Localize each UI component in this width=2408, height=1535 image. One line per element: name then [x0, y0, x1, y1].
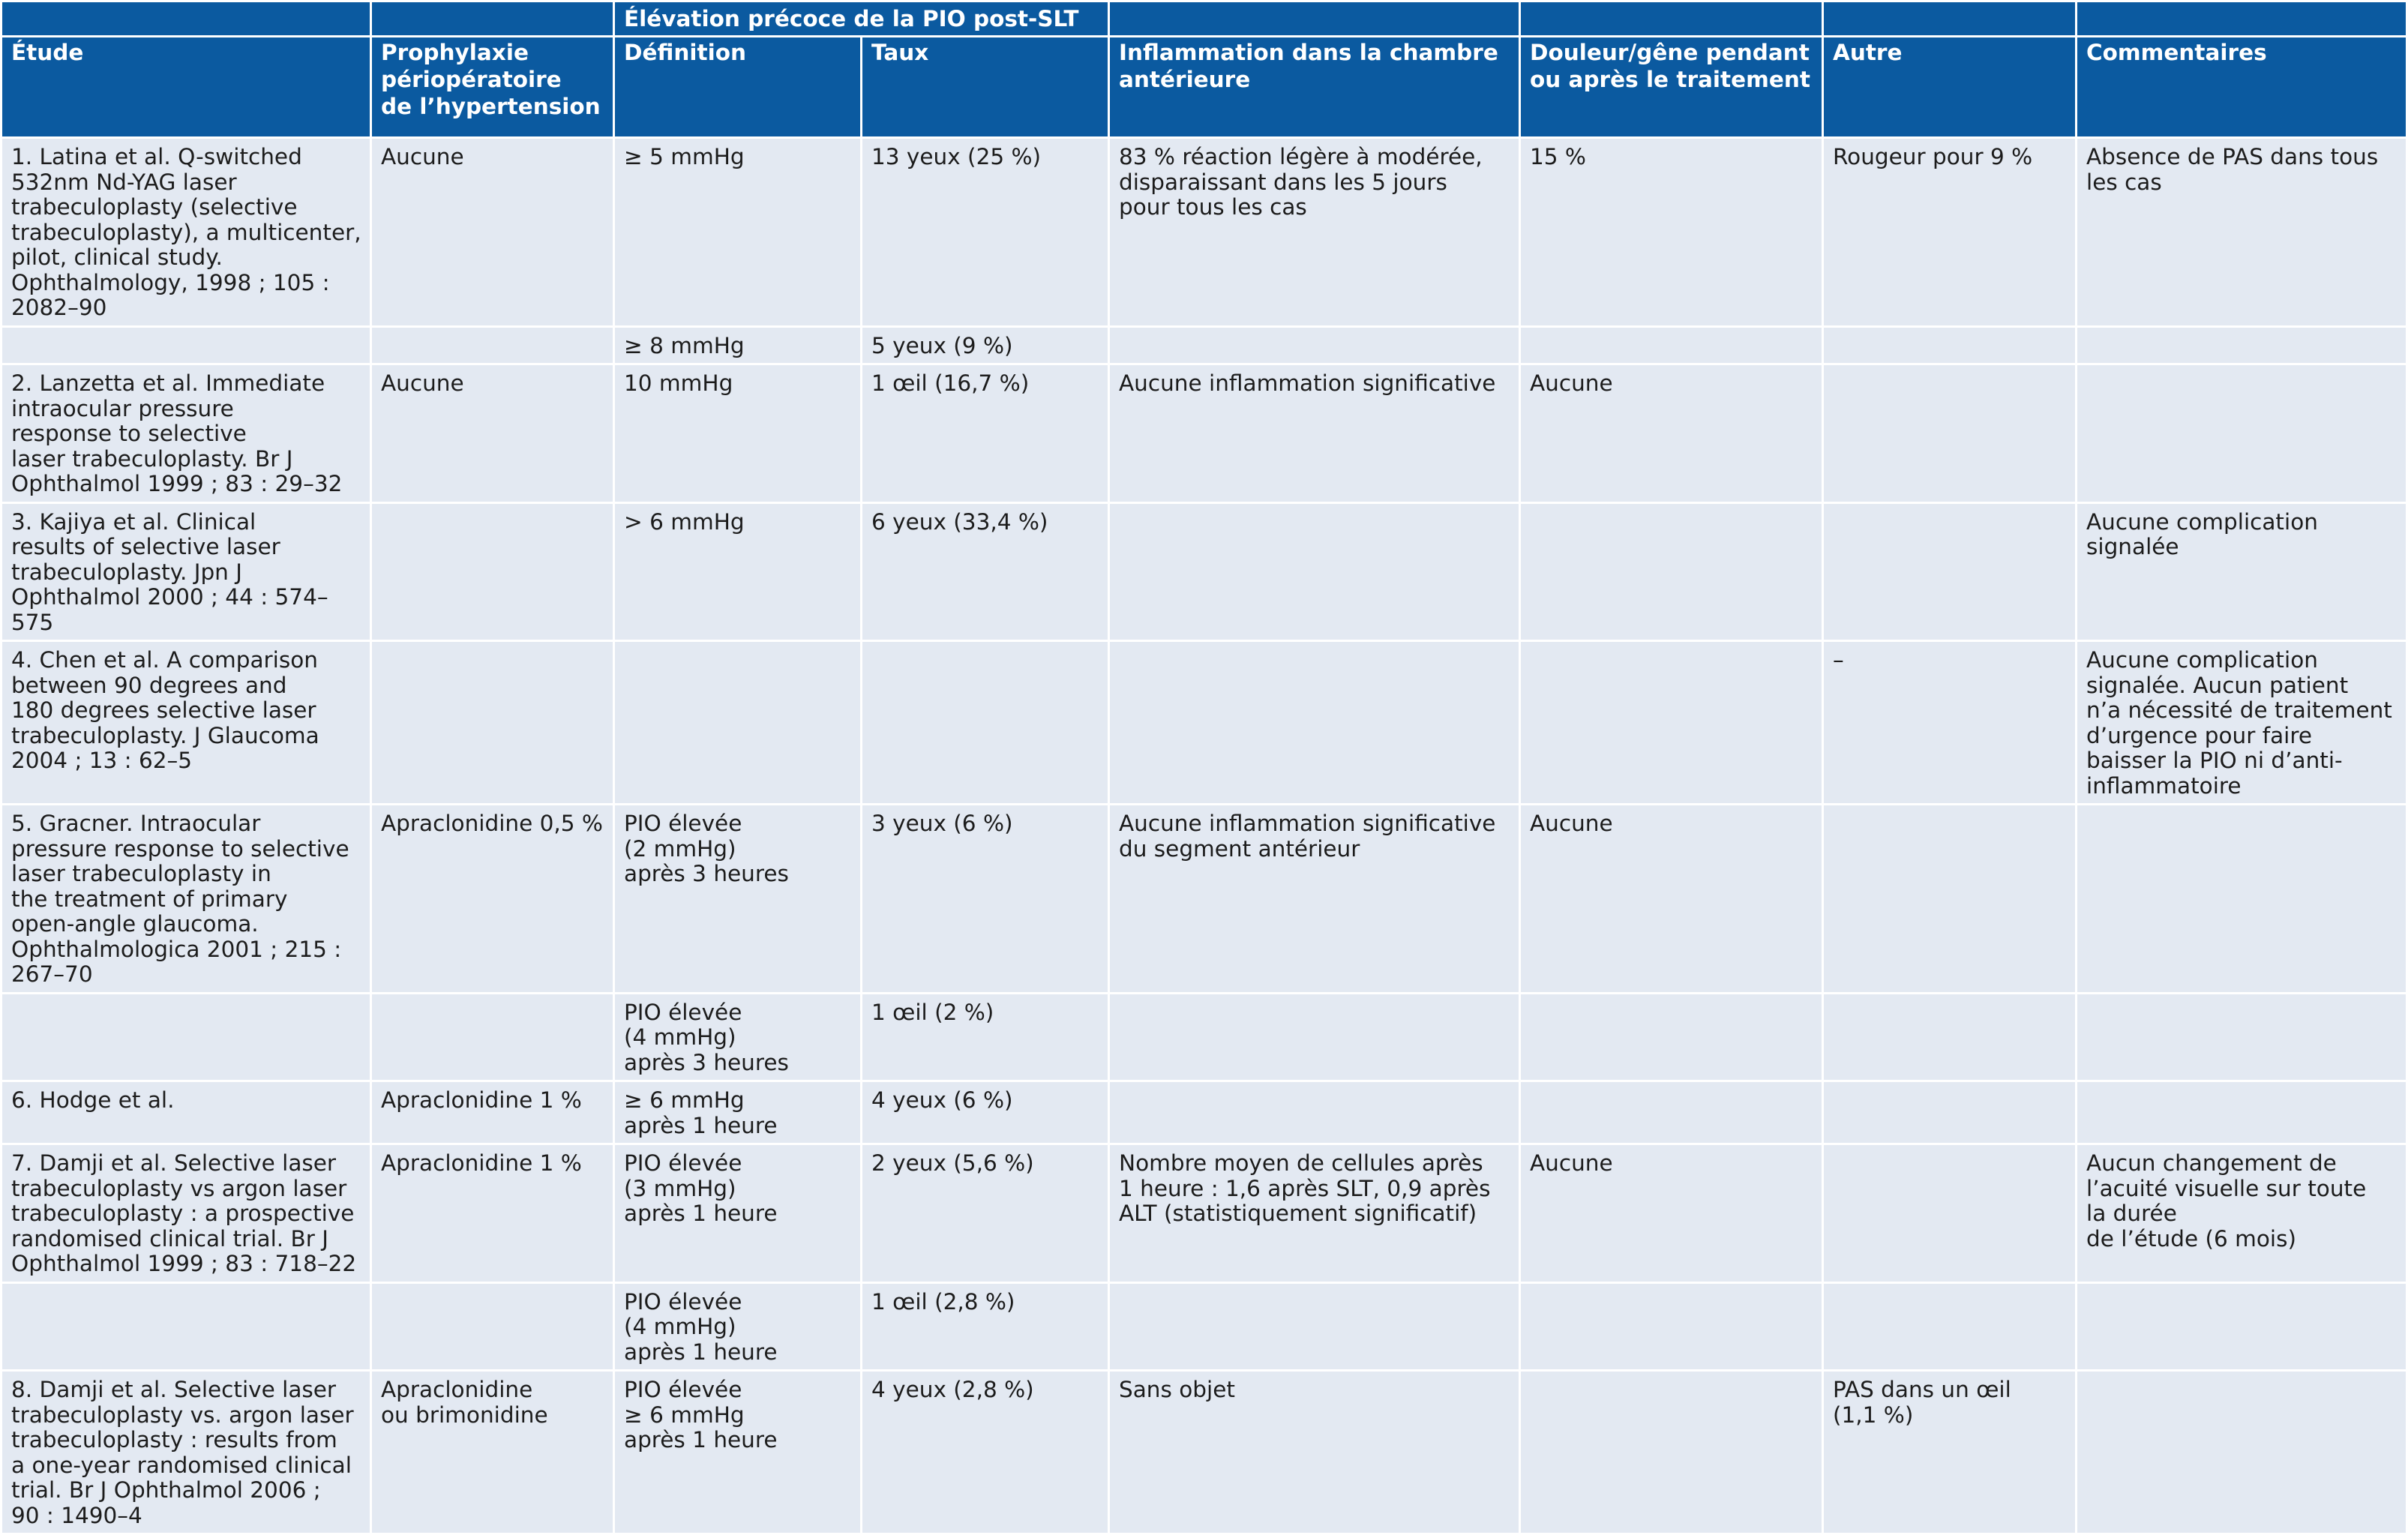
- cell-definition: PIO élevée (3 mmHg) après 1 heure: [614, 1144, 862, 1283]
- cell-commentaires: Aucune complication signalée: [2077, 502, 2407, 641]
- cell-autre: [1823, 1144, 2077, 1283]
- cell-commentaires: Aucun changement de l’acuité visuelle sur toute la durée de l’étude (6 mois): [2077, 1144, 2407, 1283]
- cell-inflammation: Aucune inflammation significative du segment antérieur: [1109, 805, 1520, 994]
- cell-prophylaxie: Apraclonidine 1 %: [371, 1144, 614, 1283]
- cell-douleur: [1520, 993, 1823, 1081]
- column-header-prophylaxie: Prophylaxie périopératoire de l’hypertension: [371, 37, 614, 138]
- header-spacer: [1520, 1, 1823, 37]
- cell-definition: ≥ 5 mmHg: [614, 138, 862, 327]
- cell-etude: 8. Damji et al. Selective laser trabeculoplasty vs. argon laser trabeculoplasty : results from a one-year randomised clinical trial. Br J Ophthalmol 2006 ; 90 : 1490–4: [1, 1371, 371, 1534]
- cell-commentaires: Aucune complication signalée. Aucun patient n’a nécessité de traitement d’urgence pour faire baisser la PIO ni d’anti- inflammatoire: [2077, 641, 2407, 805]
- header-spacer: [1, 1, 371, 37]
- cell-etude: 3. Kajiya et al. Clinical results of selective laser trabeculoplasty. Jpn J Ophthalmol 2000 ; 44 : 574–575: [1, 502, 371, 641]
- table-row: [1, 641, 2407, 805]
- cell-definition: 10 mmHg: [614, 364, 862, 503]
- cell-inflammation: [1109, 326, 1520, 364]
- cell-definition: ≥ 8 mmHg: [614, 326, 862, 364]
- cell-etude: 7. Damji et al. Selective laser trabeculoplasty vs argon laser trabeculoplasty : a prospective randomised clinical trial. Br J Ophthalmol 1999 ; 83 : 718–22: [1, 1144, 371, 1283]
- cell-douleur: [1520, 326, 1823, 364]
- cell-commentaires: [2077, 993, 2407, 1081]
- cell-definition: PIO élevée (4 mmHg) après 1 heure: [614, 1282, 862, 1371]
- cell-etude: [1, 326, 371, 364]
- cell-autre: [1823, 1282, 2077, 1371]
- cell-douleur: 15 %: [1520, 138, 1823, 327]
- cell-douleur: Aucune: [1520, 1144, 1823, 1283]
- table-row: [1, 1081, 2407, 1144]
- table-row: [1, 1282, 2407, 1371]
- cell-autre: [1823, 1081, 2077, 1144]
- table-row: [1, 138, 2407, 327]
- cell-prophylaxie: Apraclonidine ou brimonidine: [371, 1371, 614, 1534]
- group-header-row: [1, 1, 2407, 37]
- cell-commentaires: Absence de PAS dans tous les cas: [2077, 138, 2407, 327]
- cell-autre: [1823, 326, 2077, 364]
- cell-autre: [1823, 805, 2077, 994]
- cell-taux: 3 yeux (6 %): [862, 805, 1109, 994]
- cell-taux: 4 yeux (2,8 %): [862, 1371, 1109, 1534]
- cell-prophylaxie: Aucune: [371, 138, 614, 327]
- cell-inflammation: [1109, 993, 1520, 1081]
- table-row: [1, 805, 2407, 994]
- cell-inflammation: Sans objet: [1109, 1371, 1520, 1534]
- cell-autre: Rougeur pour 9 %: [1823, 138, 2077, 327]
- cell-autre: [1823, 502, 2077, 641]
- cell-prophylaxie: Apraclonidine 1 %: [371, 1081, 614, 1144]
- cell-prophylaxie: [371, 326, 614, 364]
- cell-definition: PIO élevée ≥ 6 mmHg après 1 heure: [614, 1371, 862, 1534]
- cell-prophylaxie: [371, 502, 614, 641]
- cell-definition: PIO élevée (4 mmHg) après 3 heures: [614, 993, 862, 1081]
- cell-etude: 2. Lanzetta et al. Immediate intraocular pressure response to selective laser trabeculoplasty. Br J Ophthalmol 1999 ; 83 : 29–32: [1, 364, 371, 503]
- column-header-autre: Autre: [1823, 37, 2077, 138]
- cell-inflammation: [1109, 1282, 1520, 1371]
- cell-autre: [1823, 993, 2077, 1081]
- cell-inflammation: 83 % réaction légère à modérée, disparaissant dans les 5 jours pour tous les cas: [1109, 138, 1520, 327]
- column-header-row: [1, 37, 2407, 138]
- cell-inflammation: [1109, 641, 1520, 805]
- header-spacer: [1109, 1, 1520, 37]
- cell-douleur: [1520, 641, 1823, 805]
- column-header-definition: Définition: [614, 37, 862, 138]
- header-spacer: [371, 1, 614, 37]
- cell-douleur: [1520, 1371, 1823, 1534]
- cell-taux: 1 œil (2 %): [862, 993, 1109, 1081]
- cell-commentaires: [2077, 1282, 2407, 1371]
- cell-taux: 6 yeux (33,4 %): [862, 502, 1109, 641]
- cell-inflammation: [1109, 502, 1520, 641]
- cell-taux: [862, 641, 1109, 805]
- cell-taux: 13 yeux (25 %): [862, 138, 1109, 327]
- group-header-pio: Élévation précoce de la PIO post-SLT: [614, 1, 1109, 37]
- column-header-taux: Taux: [862, 37, 1109, 138]
- column-header-inflammation: Inflammation dans la chambre antérieure: [1109, 37, 1520, 138]
- cell-douleur: Aucune: [1520, 805, 1823, 994]
- cell-autre: –: [1823, 641, 2077, 805]
- cell-definition: ≥ 6 mmHg après 1 heure: [614, 1081, 862, 1144]
- cell-inflammation: Aucune inflammation significative: [1109, 364, 1520, 503]
- cell-prophylaxie: Apraclonidine 0,5 %: [371, 805, 614, 994]
- cell-taux: 4 yeux (6 %): [862, 1081, 1109, 1144]
- column-header-commentaires: Commentaires: [2077, 37, 2407, 138]
- cell-etude: 5. Gracner. Intraocular pressure response to selective laser trabeculoplasty in the treatment of primary open-angle glaucoma. Ophthalmologica 2001 ; 215 : 267–70: [1, 805, 371, 994]
- cell-prophylaxie: [371, 1282, 614, 1371]
- cell-etude: 1. Latina et al. Q-switched 532nm Nd-YAG laser trabeculoplasty (selective trabeculoplasty), a multicenter, pilot, clinical study. Ophthalmology, 1998 ; 105 : 2082–90: [1, 138, 371, 327]
- cell-prophylaxie: Aucune: [371, 364, 614, 503]
- cell-commentaires: [2077, 364, 2407, 503]
- cell-commentaires: [2077, 326, 2407, 364]
- column-header-etude: Étude: [1, 37, 371, 138]
- table-row: [1, 1371, 2407, 1534]
- cell-etude: 4. Chen et al. A comparison between 90 degrees and 180 degrees selective laser trabeculoplasty. J Glaucoma 2004 ; 13 : 62–5: [1, 641, 371, 805]
- cell-definition: [614, 641, 862, 805]
- cell-taux: 1 œil (16,7 %): [862, 364, 1109, 503]
- cell-commentaires: [2077, 1081, 2407, 1144]
- table-row: [1, 502, 2407, 641]
- cell-etude: [1, 1282, 371, 1371]
- table-row: [1, 326, 2407, 364]
- cell-prophylaxie: [371, 641, 614, 805]
- header-spacer: [1823, 1, 2077, 37]
- cell-etude: 6. Hodge et al.: [1, 1081, 371, 1144]
- cell-autre: PAS dans un œil (1,1 %): [1823, 1371, 2077, 1534]
- cell-commentaires: [2077, 805, 2407, 994]
- cell-definition: > 6 mmHg: [614, 502, 862, 641]
- table-row: [1, 364, 2407, 503]
- cell-prophylaxie: [371, 993, 614, 1081]
- cell-inflammation: Nombre moyen de cellules après 1 heure : 1,6 après SLT, 0,9 après ALT (statistiquement significatif): [1109, 1144, 1520, 1283]
- header-spacer: [2077, 1, 2407, 37]
- cell-taux: 2 yeux (5,6 %): [862, 1144, 1109, 1283]
- cell-taux: 1 œil (2,8 %): [862, 1282, 1109, 1371]
- cell-douleur: [1520, 1282, 1823, 1371]
- cell-taux: 5 yeux (9 %): [862, 326, 1109, 364]
- cell-douleur: [1520, 1081, 1823, 1144]
- table-row: [1, 993, 2407, 1081]
- table-row: [1, 1144, 2407, 1283]
- cell-douleur: [1520, 502, 1823, 641]
- cell-autre: [1823, 364, 2077, 503]
- cell-etude: [1, 993, 371, 1081]
- cell-inflammation: [1109, 1081, 1520, 1144]
- cell-commentaires: [2077, 1371, 2407, 1534]
- column-header-douleur: Douleur/gêne pendant ou après le traitement: [1520, 37, 1823, 138]
- cell-douleur: Aucune: [1520, 364, 1823, 503]
- cell-definition: PIO élevée (2 mmHg) après 3 heures: [614, 805, 862, 994]
